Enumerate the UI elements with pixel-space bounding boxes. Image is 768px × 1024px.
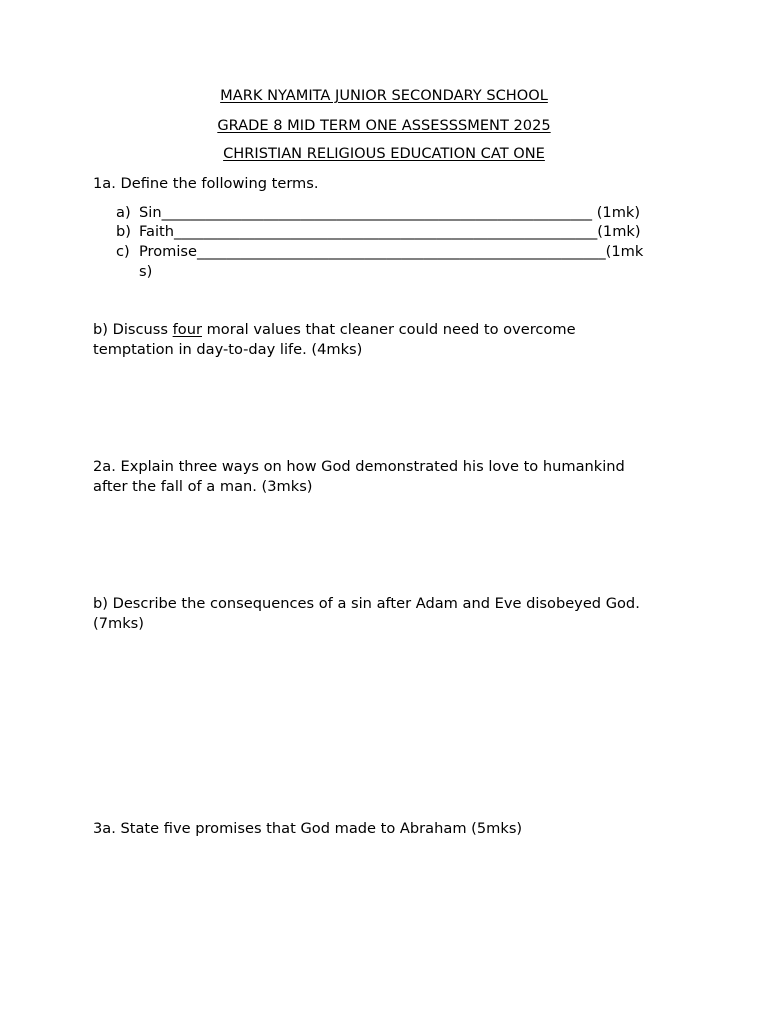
question-1b-rest: moral values that cleaner could need to overcome (201, 321, 576, 338)
term-marker: c) (116, 243, 130, 260)
question-2a-line1: 2a. Explain three ways on how God demonstrated his love to humankind (93, 458, 625, 475)
term-marker: b) (116, 223, 131, 240)
school-name: MARK NYAMITA JUNIOR SECONDARY SCHOOL (220, 87, 548, 104)
question-1b-emphasis: four (172, 321, 202, 338)
term-marker: a) (116, 204, 131, 221)
question-1b (93, 320, 693, 360)
question-1b-line1 (93, 320, 693, 340)
question-1a: 1a. Define the following terms. (93, 175, 319, 192)
term-text: Faith__________________________________________________________(1mk) (139, 223, 641, 240)
question-1b-prefix: b) Discuss (93, 321, 173, 338)
question-2b (93, 594, 693, 634)
term-text: Promise________________________________________________________(1mk (139, 243, 644, 260)
assessment-title: GRADE 8 MID TERM ONE ASSESSSMENT 2025 (217, 117, 551, 134)
question-2b-line1: b) Describe the consequences of a sin after Adam and Eve disobeyed God. (93, 595, 640, 612)
question-2a-line2: after the fall of a man. (3mks) (93, 478, 313, 495)
subject-title: CHRISTIAN RELIGIOUS EDUCATION CAT ONE (223, 145, 545, 162)
term-text: Sin___________________________________________________________ (1mk) (139, 204, 641, 221)
term-text-wrap: s) (139, 263, 153, 280)
question-2b-line2: (7mks) (93, 615, 144, 632)
question-3a: 3a. State five promises that God made to Abraham (5mks) (93, 820, 523, 837)
question-1b-line2: temptation in day-to-day life. (4mks) (93, 341, 363, 358)
question-2a (93, 457, 693, 497)
